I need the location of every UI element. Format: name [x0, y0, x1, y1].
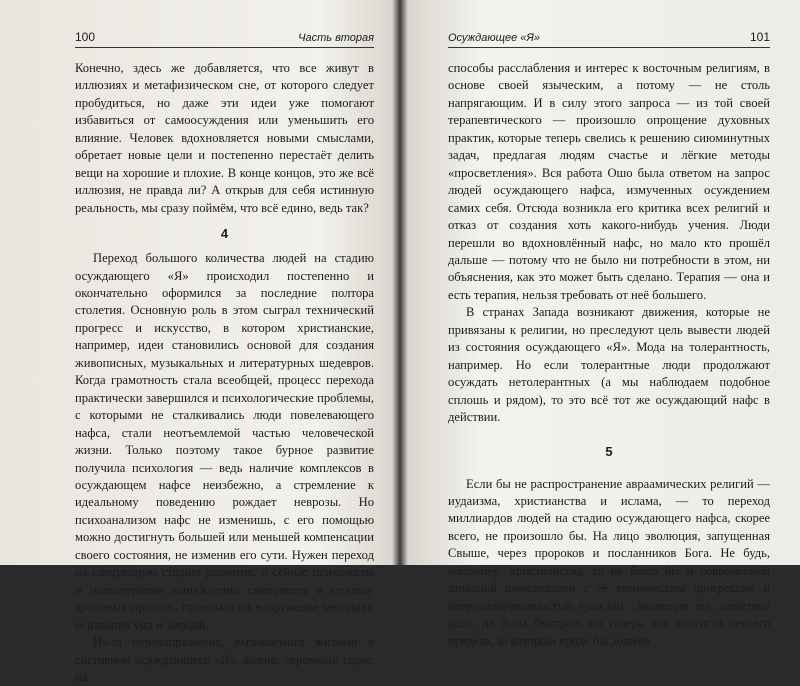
section-number-4: 4 [220, 226, 229, 242]
right-page-number: 101 [749, 30, 770, 44]
right-paragraph-2: В странах Запада возникают движения, которые не привязаны к религии, но преследуют цель вывести людей из состояния осуждающего «Я». Мода на толерантность, например. Но если толерантные люди продолжают осуждать нетолерантных (а мы наблюдаем подобное сплошь и рядом), то это всё тот же осуждающий нафс в действии. [448, 305, 770, 425]
left-page [0, 0, 398, 684]
left-paragraph-3: Из-за перенапряжения, вызываемого жизнью в состоянии осуждающего «Я», возник огромный спрос на [75, 635, 374, 684]
right-paragraph-1: способы расслабления и интерес к восточным религиям, в основе своей языческим, а потому — не столь напрягающим. И в силу этого запроса — из той своей терапевтического — произошло опрощение духовных практик, которые теперь свелись к решению сиюминутных задач, предлагая людям счастье и лёгкие методы «просветления». Вся работа Ошо была ответом на запрос людей осуждающего нафса, измученных осуждением самих себя. Отсюда возникла его критика всех религий и отказ от создания хоть какого-нибудь учения. Люди перешли во вдохновлённый нафс, но мало кто прошёл дальше — потому что не было ни потребности в этом, ни объяснения, как это может быть сделано. Терапия — она и есть терапия, нельзя требовать от неё большего. [448, 61, 770, 302]
right-running-head: Осуждающее «Я» [448, 32, 540, 44]
section-number-5: 5 [605, 443, 613, 459]
left-running-head: Часть вторая [298, 32, 374, 44]
right-page [402, 0, 800, 648]
left-page-body [75, 60, 374, 686]
left-paragraph-2: Переход большого количества людей на стадию осуждающего «Я» происходил постепенно и окончательно оформился за последние полтора столетия. Основную роль в этом сыграл технический прогресс и искусство, в котором христианские, например, идеи становились основой для создания живописных, музыкальных и литературных шедевров. Когда грамотность стала всеобщей, процесс перехода практически завершился и психологические проблемы, с которыми не сталкивались люди повелевающего нафса, стали неотъемлемой частью человеческой жизни. Только поэтому такое бурное развитие получила психология — ведь наличие комплексов в осуждающем нафсе неизбежно, а стремление к идеальному поведению рождает неврозы. Но психоанализом нафс не изменишь, с его помощью можно достигнуть большей или меньшей компенсации своего состояния, не изменив его сути. Нужен переход на следующую стадию развития, и сейчас психология и психотерапия вынужденно смещаются в сторону духовных практик, принимая на вооружение методики осознания ума и эмоций. [75, 251, 374, 632]
right-page-body [448, 60, 770, 650]
left-paragraph-1: Конечно, здесь же добавляется, что все живут в иллюзиях и метафизическом сне, от которого следует пробудиться, но даже эти идеи уже помогают избавиться от самоосуждения или уменьшить его влияние. Человек вдохновляется новыми смыслами, обретает новые цели и постепенно перестаёт делить вещи на хорошие и плохие. В конце концов, это же всё иллюзия, не правда ли? А открыв для себя истинную реальность, мы сразу поймём, что всё едино, ведь так? [75, 61, 374, 215]
right-page-header [448, 30, 770, 48]
left-page-header [75, 30, 374, 48]
section-gap-after [448, 468, 770, 476]
left-page-number: 100 [75, 30, 96, 44]
right-paragraph-3: Если бы не распространение авраамических религий — иудаизма, христианства и ислама, — то переход миллиардов людей на стадию осуждающего нафса, скорее всего, не произошло бы. На лицо эволюция, запущенная Свыше, через пророков и посланников Бога. Не будь, например, христианства, то не было бы и современной западной цивилизации с её техническим прогрессом и невротизированностью граждан. Эволюция эта, понятное дело, не была быстрой, но теперь она достигла некоего предела, за которым вроде бы должен [448, 476, 770, 648]
section-gap [448, 427, 770, 435]
